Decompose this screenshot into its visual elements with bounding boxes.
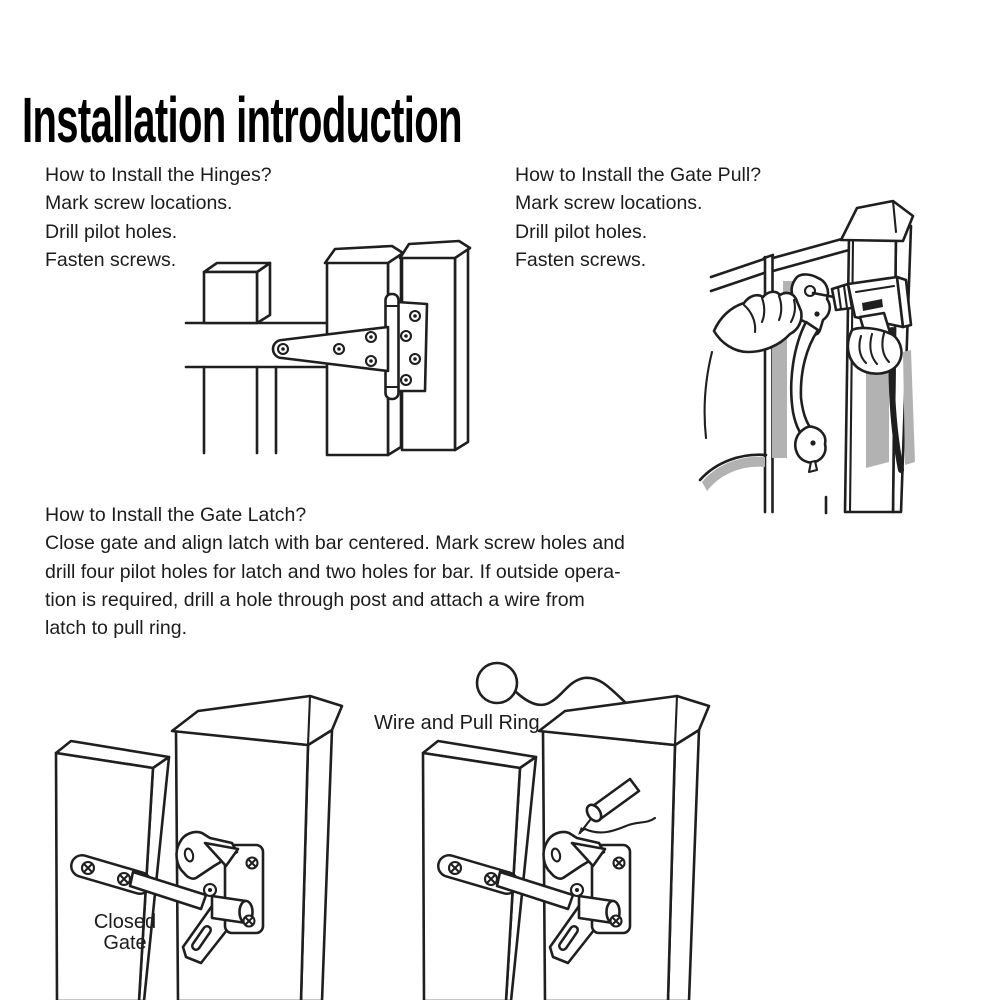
gate-pull-step-1: Mark screw locations.: [515, 192, 703, 215]
wire-pull-ring-latch-illustration: [374, 663, 709, 1000]
gate-latch-line-4: latch to pull ring.: [45, 617, 187, 640]
hand-holding-pull: [714, 292, 801, 352]
gate-pull-heading: How to Install the Gate Pull?: [515, 164, 762, 186]
wire-pull-ring-label: Wire and Pull Ring: [374, 712, 540, 734]
closed-gate-label-line2: Gate: [103, 932, 147, 954]
page-title: Installation introduction: [22, 83, 462, 156]
gate-latch-line-1: Close gate and align latch with bar centered. Mark screw holes and: [45, 532, 625, 555]
closed-gate-label-line1: Closed: [93, 911, 157, 933]
gate-latch-line-3: tion is required, drill a hole through post and attach a wire from: [45, 588, 585, 611]
gate-latch-heading: How to Install the Gate Latch?: [45, 504, 307, 526]
gate-latch-line-2: drill four pilot holes for latch and two holes for bar. If outside opera-: [45, 560, 621, 583]
gate-pull-step-3: Fasten screws.: [515, 248, 647, 271]
hinge-illustration: [186, 241, 470, 455]
pull-ring: [477, 663, 517, 703]
hinges-step-3: Fasten screws.: [45, 248, 177, 271]
hinges-heading: How to Install the Hinges?: [45, 164, 272, 186]
hinges-step-1: Mark screw locations.: [45, 192, 233, 215]
closed-gate-latch-illustration: [56, 696, 342, 1000]
gate-pull-step-2: Drill pilot holes.: [515, 220, 648, 243]
hinges-step-2: Drill pilot holes.: [45, 220, 178, 243]
gate-pull-illustration: [700, 201, 915, 513]
